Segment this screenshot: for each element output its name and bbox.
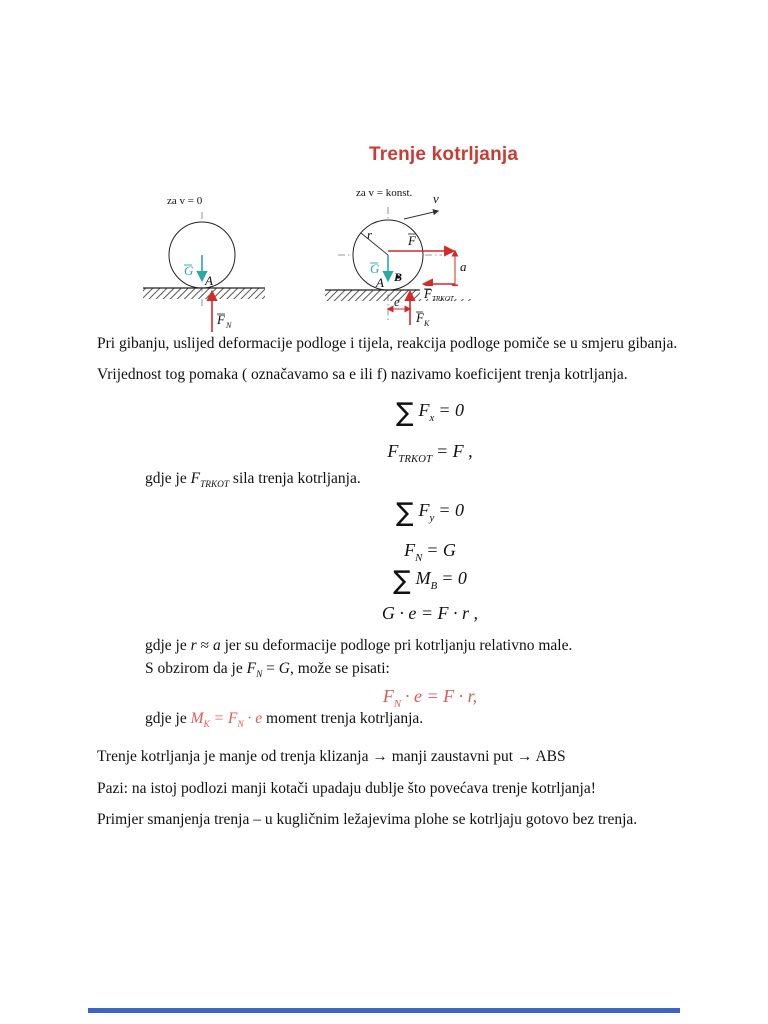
- equation-variable: F: [190, 470, 201, 487]
- page-title: Trenje kotrljanja: [369, 144, 519, 165]
- line-text: gdje je: [145, 637, 191, 654]
- line-gdje-ra: [145, 637, 572, 655]
- diagram-wheel-rolling: [320, 185, 580, 355]
- equation-subscript: TRKOT: [200, 480, 230, 491]
- equation-ftrkot: [240, 441, 620, 465]
- velocity-arrow: [404, 211, 438, 219]
- applied-force-label: F: [408, 233, 416, 248]
- equation-sum-mb: [240, 566, 620, 596]
- reaction-force-label: F: [416, 310, 424, 325]
- equation-variable: F: [382, 686, 394, 706]
- line-text: moment trenja kotrljanja.: [262, 710, 424, 727]
- equation-subscript: K: [203, 720, 210, 731]
- equation-variable: r: [190, 637, 197, 654]
- equation-subscript: x: [429, 411, 435, 424]
- line-text: gdje je: [145, 470, 191, 487]
- diagram-caption: za v = konst.: [356, 187, 413, 199]
- normal-force-label: F: [217, 312, 225, 327]
- equation-subscript: y: [429, 511, 435, 524]
- reaction-force-subscript: K: [424, 319, 430, 328]
- paragraph-coefficient: Vrijednost tog pomaka ( označavamo sa e ili f) nazivamo koeficijent trenja kotrljanja.: [97, 366, 628, 383]
- equation-sum-fx: [240, 398, 620, 428]
- equation-rhs: = 0: [438, 400, 464, 420]
- point-a-label: A: [376, 275, 384, 290]
- equation-subscript: B: [430, 579, 438, 592]
- equation-subscript: TRKOT: [398, 452, 432, 465]
- equation-ge-fr: [240, 603, 620, 624]
- equation-variable: F: [418, 400, 430, 420]
- weight-vector-label: G: [370, 261, 380, 276]
- equation-rhs: = 0: [438, 500, 464, 520]
- sum-symbol: ∑: [393, 566, 411, 596]
- diagram-wheel-at-rest: [135, 190, 315, 350]
- equation-rhs: · e = F · r,: [405, 686, 478, 706]
- line-text: =: [262, 660, 279, 677]
- equation-variable: G: [278, 660, 290, 677]
- equation-fn-g: [240, 540, 620, 564]
- line-gdje-ftrkot: [145, 470, 361, 490]
- line-text: jer su deformacije podloge pri kotrljanju relativno male.: [220, 637, 573, 654]
- next-page-edge: [88, 1008, 680, 1013]
- normal-force-subscript: N: [226, 321, 232, 330]
- dimension-a-label: a: [460, 259, 467, 274]
- equation-subscript: N: [256, 670, 263, 681]
- contact-point-a-label: A: [205, 273, 213, 288]
- equation-variable: M: [190, 710, 204, 727]
- equation-sum-fy: [240, 498, 620, 528]
- sum-symbol: ∑: [396, 498, 414, 528]
- ground-hatch: [143, 288, 265, 299]
- equation-subscript: N: [393, 697, 402, 710]
- equation-variable: a: [212, 637, 221, 654]
- equation-variable: F: [227, 710, 238, 727]
- equation-variable: M: [415, 568, 431, 588]
- equation-variable: F: [387, 441, 399, 461]
- point-b-label: B: [394, 270, 403, 284]
- line-s-obzirom: [145, 660, 390, 680]
- rolling-friction-force-subscript: TRKOT: [432, 295, 454, 303]
- equation-red-fne-fr: [240, 686, 620, 710]
- equation-subscript: N: [415, 551, 423, 564]
- line-text: S obzirom da je: [145, 660, 247, 677]
- line-text: ≈: [196, 637, 213, 654]
- line-text: gdje je: [145, 710, 191, 727]
- paragraph-pazi: Pazi: na istoj podlozi manji kotači upadaju dublje što povećava trenje kotrljanja!: [97, 780, 596, 797]
- dimension-e-label: e: [394, 294, 400, 309]
- paragraph-abs: Trenje kotrljanja je manje od trenja klizanja → manji zaustavni put → ABS: [97, 748, 566, 765]
- line-gdje-mk: [145, 710, 423, 730]
- equation-variable: F: [404, 540, 416, 560]
- paragraph-primjer: Primjer smanjenja trenja – u kugličnim ležajevima plohe se kotrljaju gotovo bez trenja.: [97, 811, 638, 828]
- equation-subscript: N: [237, 720, 244, 731]
- line-text: , može se pisati:: [289, 660, 390, 677]
- equation-variable: F: [418, 500, 430, 520]
- rolling-friction-force-label: F: [424, 286, 432, 301]
- equation-operator: =: [209, 710, 228, 727]
- paragraph-deformation: Pri gibanju, uslijed deformacije podloge i tijela, reakcija podloge pomiče se u smjeru gibanja.: [97, 335, 678, 352]
- equation-variable: F: [246, 660, 257, 677]
- equation-rhs: = F ,: [435, 441, 473, 461]
- line-text: sila trenja kotrljanja.: [229, 470, 361, 487]
- sum-symbol: ∑: [396, 398, 414, 428]
- radius-label: r: [367, 227, 373, 242]
- equation-text: G · e = F · r ,: [381, 603, 479, 623]
- equation-rhs: = 0: [441, 568, 467, 588]
- diagram-caption: za v = 0: [167, 195, 203, 207]
- equation-tail: · e: [243, 710, 263, 727]
- velocity-label: v: [433, 191, 439, 206]
- equation-rhs: = G: [426, 540, 456, 560]
- weight-vector-label: G: [184, 263, 194, 278]
